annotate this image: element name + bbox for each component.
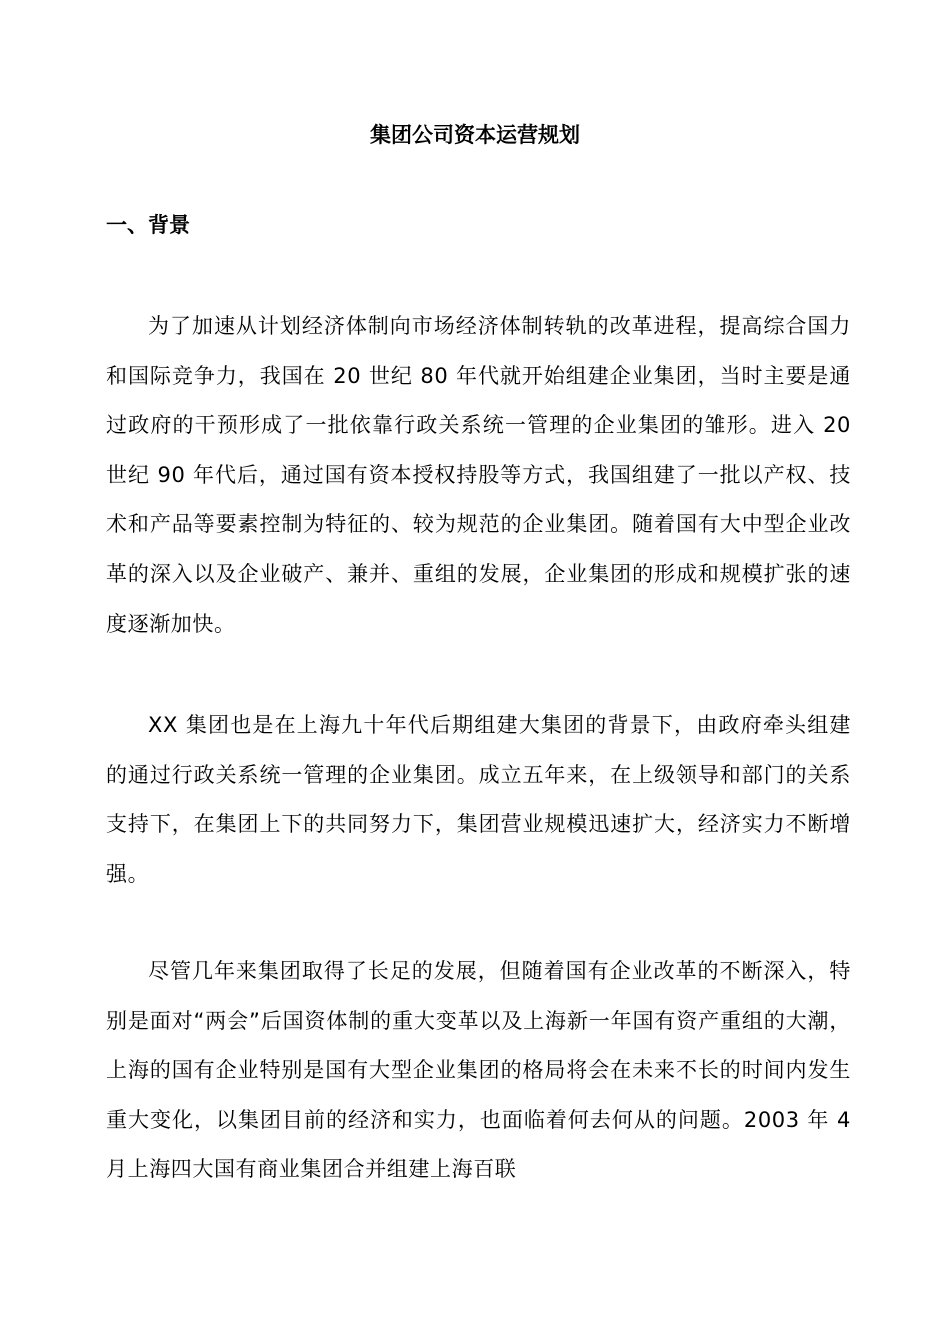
paragraph: XX 集团也是在上海九十年代后期组建大集团的背景下，由政府牵头组建的通过行政关系统一管理的企业集团。成立五年来，在上级领导和部门的关系支持下，在集团上下的共同努力下，集团营业规模迅速扩大，经济实力不断增强。: [106, 713, 851, 886]
paragraph: 为了加速从计划经济体制向市场经济体制转轨的改革进程，提高综合国力和国际竞争力，我国在 20 世纪 80 年代就开始组建企业集团，当时主要是通过政府的干预形成了一批依靠行政关系统一管理的企业集团的雏形。进入 20 世纪 90 年代后，通过国有资本授权持股等方式，我国组建了一批以产权、技术和产品等要素控制为特征的、较为规范的企业集团。随着国有大中型企业改革的深入以及企业破产、兼并、重组的发展，企业集团的形成和规模扩张的速度逐渐加快。: [106, 314, 851, 636]
paragraph: 尽管几年来集团取得了长足的发展，但随着国有企业改革的不断深入，特别是面对“两会”后国资体制的重大变革以及上海新一年国有资产重组的大潮，上海的国有企业特别是国有大型企业集团的格局将会在未来不长的时间内发生重大变化，以集团目前的经济和实力，也面临着何去何从的问题。2003 年 4 月上海四大国有商业集团合并组建上海百联: [106, 959, 851, 1182]
section-heading: 一、背景: [106, 213, 190, 237]
document-title: 集团公司资本运营规划: [370, 123, 580, 147]
